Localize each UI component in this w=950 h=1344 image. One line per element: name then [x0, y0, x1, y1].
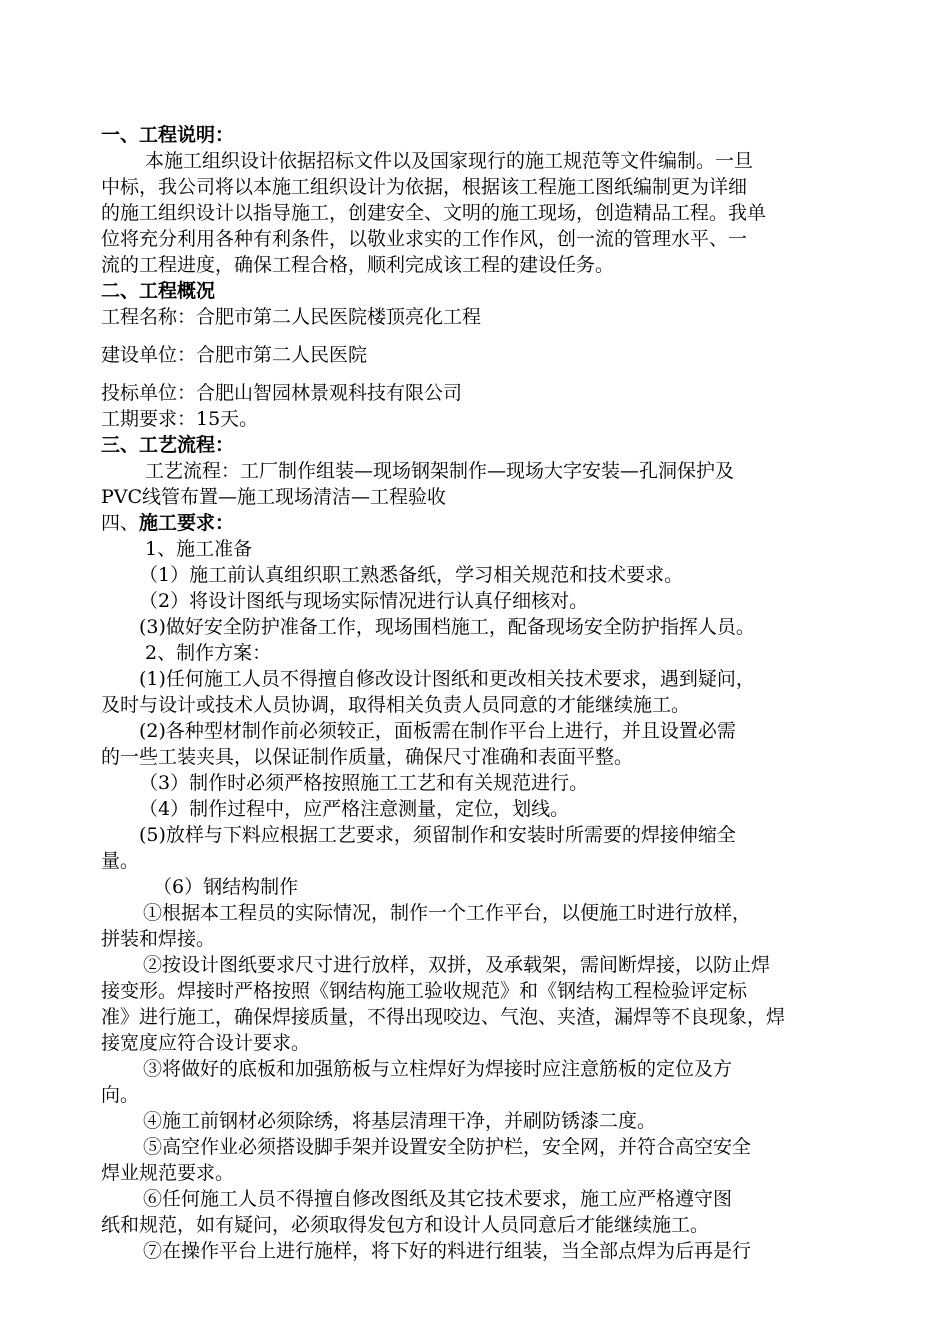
- list-item-continued: 及时与设计或技术人员协调，取得相关负责人员同意的才能继续施工。: [101, 694, 691, 716]
- subsection-heading: 2、制作方案：: [145, 642, 272, 664]
- section-3-heading: 三、工艺流程：: [101, 434, 235, 456]
- list-item: ①根据本工程员的实际情况，制作一个工作平台，以便施工时进行放样，: [143, 902, 752, 924]
- section-4-prefix: 四、: [101, 512, 140, 534]
- list-item: （1）施工前认真组织职工熟悉备纸，学习相关规范和技术要求。: [139, 564, 684, 586]
- list-item: ②按设计图纸要求尺寸进行放样，双拼，及承载架，需间断焊接，以防止焊: [143, 954, 771, 976]
- list-item: ⑤高空作业必须搭设脚手架并设置安全防护栏，安全网，并符合高空安全: [143, 1136, 752, 1158]
- list-item-continued: 接变形。焊接时严格按照《钢结构施工验收规范》和《钢结构工程检验评定标: [101, 980, 748, 1002]
- list-item: ③将做好的底板和加强筋板与立柱焊好为焊接时应注意筋板的定位及方: [143, 1058, 733, 1080]
- list-item-continued: 量。: [101, 850, 140, 872]
- list-item: （3）制作时必须严格按照施工工艺和有关规范进行。: [139, 772, 589, 794]
- list-item-continued: 拼装和焊接。: [101, 928, 216, 950]
- section-4-heading: [101, 510, 853, 536]
- list-item-continued: 焊业规范要求。: [101, 1162, 235, 1184]
- subsection-heading: 1、施工准备: [145, 538, 253, 560]
- section-1-line: 位将充分利用各种有利条件，以敬业求实的工作作风，创一流的管理水平、一: [101, 228, 748, 250]
- section-2-heading: 二、工程概况: [101, 280, 216, 302]
- list-item-continued: 的一些工装夹具，以保证制作质量，确保尺寸准确和表面平整。: [101, 746, 634, 768]
- list-item-continued: 准》进行施工，确保焊接质量，不得出现咬边、气泡、夹渣，漏焊等不良现象，焊: [101, 1006, 786, 1028]
- list-item: （2）将设计图纸与现场实际情况进行认真仔细核对。: [139, 590, 589, 612]
- list-item-continued: 接宽度应符合设计要求。: [101, 1032, 311, 1054]
- list-item: (2)各种型材制作前必须较正，面板需在制作平台上进行，并且设置必需: [139, 720, 736, 742]
- document-page: [101, 122, 853, 1264]
- section-1-line: 本施工组织设计依据招标文件以及国家现行的施工规范等文件编制。一旦: [145, 150, 754, 172]
- section-3-line: 工艺流程：工厂制作组装—现场钢架制作—现场大字安装—孔洞保护及: [145, 460, 735, 482]
- list-item: （6）钢结构制作: [153, 876, 299, 898]
- list-item-continued: 纸和规范，如有疑问，必须取得发包方和设计人员同意后才能继续施工。: [101, 1214, 710, 1236]
- section-4-title: 施工要求：: [139, 512, 235, 534]
- list-item: ④施工前钢材必须除绣，将基层清理干净，并刷防锈漆二度。: [143, 1110, 657, 1132]
- section-1-line: 中标，我公司将以本施工组织设计为依据，根据该工程施工图纸编制更为详细: [101, 176, 748, 198]
- list-item-continued: 向。: [101, 1084, 140, 1106]
- owner-unit: 建设单位：合肥市第二人民医院: [101, 344, 368, 366]
- section-1-line: 流的工程进度，确保工程合格，顺利完成该工程的建设任务。: [101, 254, 615, 276]
- list-item: （4）制作过程中，应严格注意测量，定位，划线。: [139, 798, 570, 820]
- section-1-line: 的施工组织设计以指导施工，创建安全、文明的施工现场，创造精品工程。我单: [101, 202, 767, 224]
- list-item: (1)任何施工人员不得擅自修改设计图纸和更改相关技术要求，遇到疑问，: [139, 668, 755, 690]
- list-item: (3)做好安全防护准备工作，现场围档施工，配备现场安全防护指挥人员。: [139, 616, 755, 638]
- list-item: ⑥任何施工人员不得擅自修改图纸及其它技术要求，施工应严格遵守图: [143, 1188, 733, 1210]
- list-item: ⑦在操作平台上进行施样，将下好的料进行组装，当全部点焊为后再是行: [143, 1240, 752, 1262]
- section-3-line: PVC线管布置—施工现场清洁—工程验收: [101, 486, 447, 508]
- bidder-unit: 投标单位：合肥山智园林景观科技有限公司: [101, 382, 463, 404]
- section-1-heading: 一、工程说明：: [101, 124, 235, 146]
- duration: 工期要求：15天。: [101, 408, 259, 430]
- project-name: 工程名称：合肥市第二人民医院楼顶亮化工程: [101, 306, 482, 328]
- list-item: (5)放样与下料应根据工艺要求，须留制作和安装时所需要的焊接伸缩全: [139, 824, 736, 846]
